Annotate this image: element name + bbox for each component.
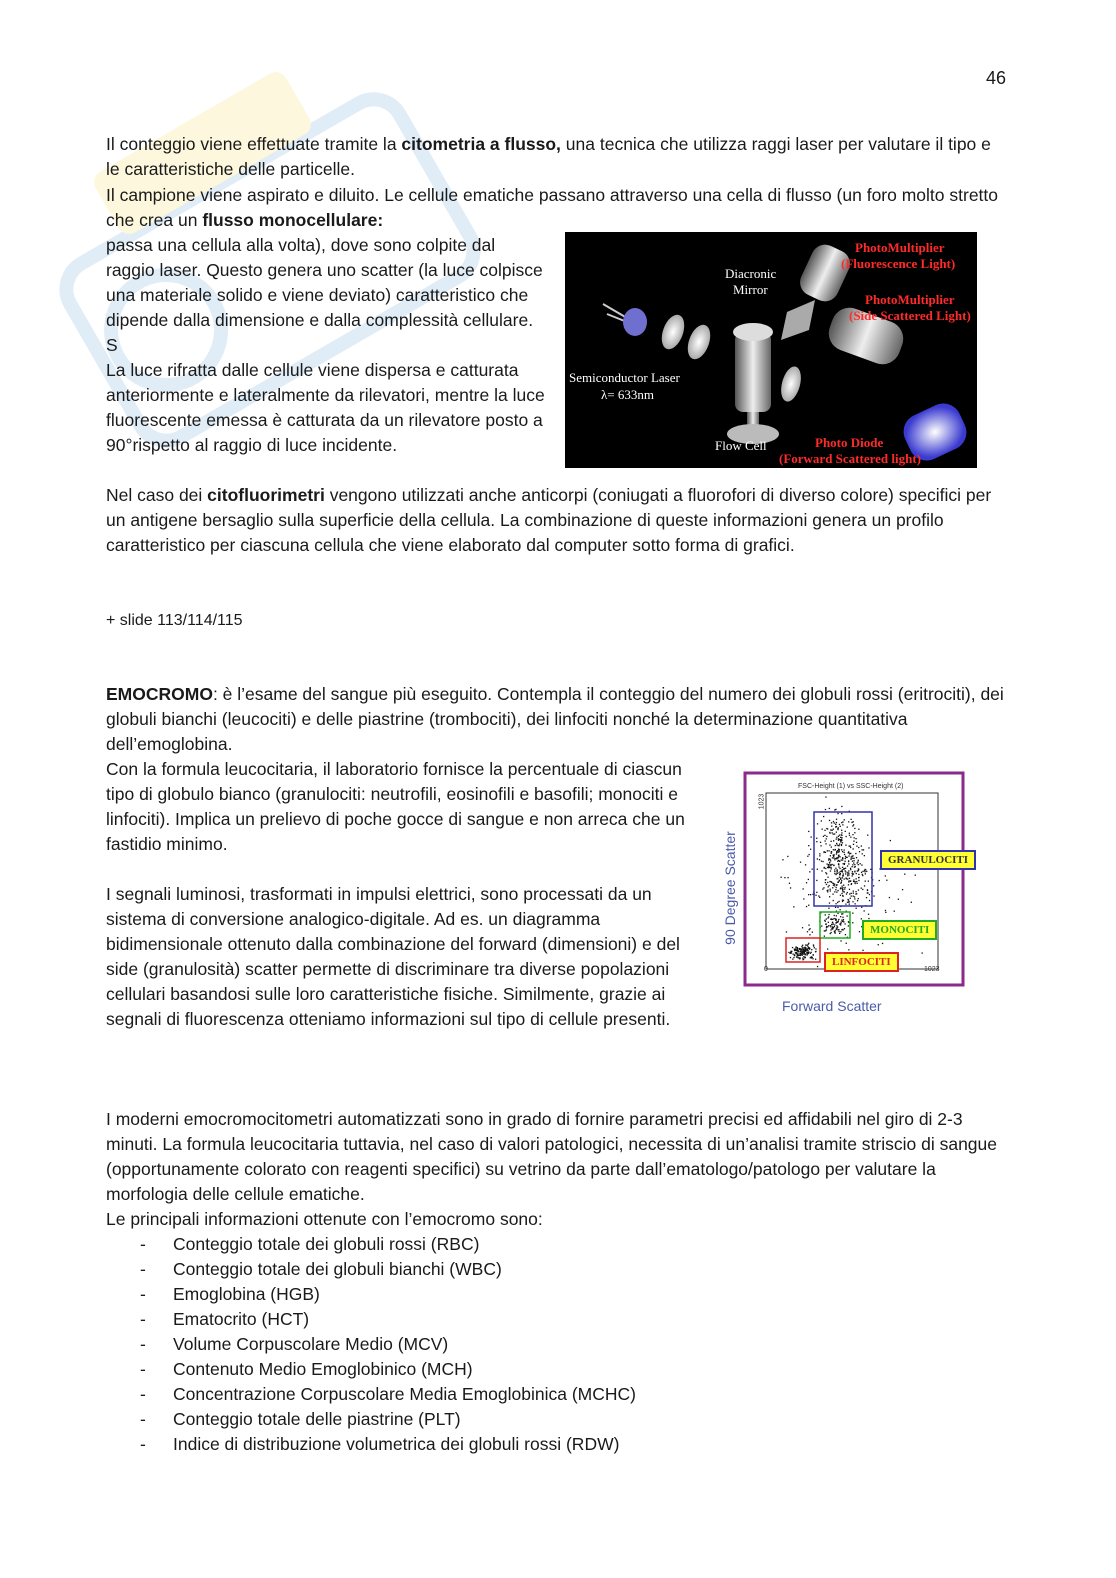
label-granulociti: GRANULOCITI: [880, 850, 976, 870]
parameter-list: [106, 1232, 636, 1457]
slide-reference: + slide 113/114/115: [106, 612, 243, 629]
flow-cytometer-diagram: [565, 232, 977, 468]
photo-diode-sublabel: (Forward Scattered light): [779, 451, 922, 466]
plot-title: FSC-Height (1) vs SSC-Height (2): [798, 783, 904, 790]
dichroic-mirror-label: Diacronic: [725, 266, 777, 281]
paragraph-scatter: passa una cellula alla volta), dove sono colpite dal raggio laser. Questo genera uno scatter (la luce colpisce una materiale solido e viene deviato) caratteristico che dipende dalla dimensione e dalla complessità cellulare. S: [106, 235, 543, 355]
paragraph-segnali-luminosi: I segnali luminosi, trasformati in impulsi elettrici, sono processati da un sistema di conversione analogico-digitale. Ad es. un diagramma bidimensionale ottenuto dalla combinazione del forward (dimensioni) e del side (granulosità) scatter permette di discriminare tra diverse popolazioni cellulari basandosi sulle loro caratteristiche fisiche. Similmente, grazie ai segnali di fluorescenza otteniamo informazioni sul tipo di cellule presenti.: [106, 884, 680, 1029]
label-linfociti: LINFOCITI: [824, 952, 899, 972]
list-item: - Volume Corpuscolare Medio (MCV): [106, 1332, 636, 1357]
paragraph-formula-leucocitaria: Con la formula leucocitaria, il laboratorio fornisce la percentuale di ciascun tipo di globulo bianco (granulociti: neutrofili, eosinofili e basofili; monociti e linfociti). Implica un prelievo di poche gocce di sangue e non arreca che un fastidio minimo.: [106, 759, 685, 854]
pmt-side-sublabel: (Side Scattered Light): [849, 308, 971, 323]
list-item: - Conteggio totale delle piastrine (PLT): [106, 1407, 636, 1432]
laser-wavelength: λ= 633nm: [601, 387, 654, 402]
list-item: - Conteggio totale dei globuli rossi (RBC): [106, 1232, 636, 1257]
list-item: - Conteggio totale dei globuli bianchi (WBC): [106, 1257, 636, 1282]
list-item: - Ematocrito (HCT): [106, 1307, 636, 1332]
tick-max-x: 1023: [924, 966, 940, 973]
photo-diode-label: Photo Diode: [815, 435, 884, 450]
page-number: 46: [985, 68, 1006, 88]
paragraph-luce-rifratta: La luce rifratta dalle cellule viene dispersa e catturata anteriormente e lateralmente da rilevatori, mentre la luce fluorescente emessa è catturata da un rilevatore posto a 90°rispetto al raggio di luce incidente.: [106, 360, 545, 455]
scatter-plot-figure: [718, 768, 1008, 1023]
list-item: - Indice di distribuzione volumetrica dei globuli rossi (RDW): [106, 1432, 636, 1457]
label-monociti: MONOCITI: [862, 920, 937, 940]
y-axis-label: 90 Degree Scatter: [722, 831, 738, 945]
paragraph-campione: Il campione viene aspirato e diluito. Le cellule ematiche passano attraverso una cella di flusso (un foro molto stretto che crea un flusso monocellulare:: [106, 185, 999, 230]
pmt-fluorescence-label: PhotoMultiplier: [855, 240, 945, 255]
tick-max-y: 1023: [758, 793, 766, 810]
tick-origin: 0: [764, 966, 768, 973]
laser-label: Semiconductor Laser: [569, 370, 680, 385]
paragraph-emocromo: EMOCROMO: è l’esame del sangue più eseguito. Contempla il conteggio del numero dei globuli rossi (eritrociti), dei globuli bianchi (leucociti) e delle piastrine (trombociti), dei linfociti nonché la determinazione quantitativa dell’emoglobina.: [106, 684, 1004, 754]
x-axis-label: Forward Scatter: [782, 998, 882, 1014]
dichroic-mirror-sublabel: Mirror: [733, 282, 768, 297]
paragraph-emocromocitometri: I moderni emocromocitometri automatizzati sono in grado di fornire parametri precisi ed affidabili nel giro di 2-3 minuti. La formula leucocitaria tuttavia, nel caso di valori patologici, necessita di un’analisi tramite striscio di sangue (opportunamente colorato con reagenti specifici) su vetrino da parte dall’ematologo/patologo per valutare la morfologia delle cellule ematiche.: [106, 1109, 997, 1204]
paragraph-citofluorimetri: Nel caso dei citofluorimetri vengono utilizzati anche anticorpi (coniugati a fluorofori di diverso colore) specifici per un antigene bersaglio sulla superficie della cellula. La combinazione di queste informazioni genera un profilo caratteristico per ciascuna cellula che viene elaborato dal computer sotto forma di grafici.: [106, 485, 992, 555]
list-item: - Emoglobina (HGB): [106, 1282, 636, 1307]
paragraph-citometria: Il conteggio viene effettuate tramite la citometria a flusso, una tecnica che utilizza raggi laser per valutare il tipo e le caratteristiche delle particelle.: [106, 134, 991, 179]
paragraph-principali: Le principali informazioni ottenute con l’emocromo sono:: [106, 1209, 543, 1229]
pmt-side-label: PhotoMultiplier: [865, 292, 955, 307]
list-item: - Concentrazione Corpuscolare Media Emoglobinica (MCHC): [106, 1382, 636, 1407]
flow-cell-label: Flow Cell: [715, 438, 767, 453]
list-item: - Contenuto Medio Emoglobinico (MCH): [106, 1357, 636, 1382]
pmt-fluorescence-sublabel: (Fluorescence Light): [841, 256, 956, 271]
